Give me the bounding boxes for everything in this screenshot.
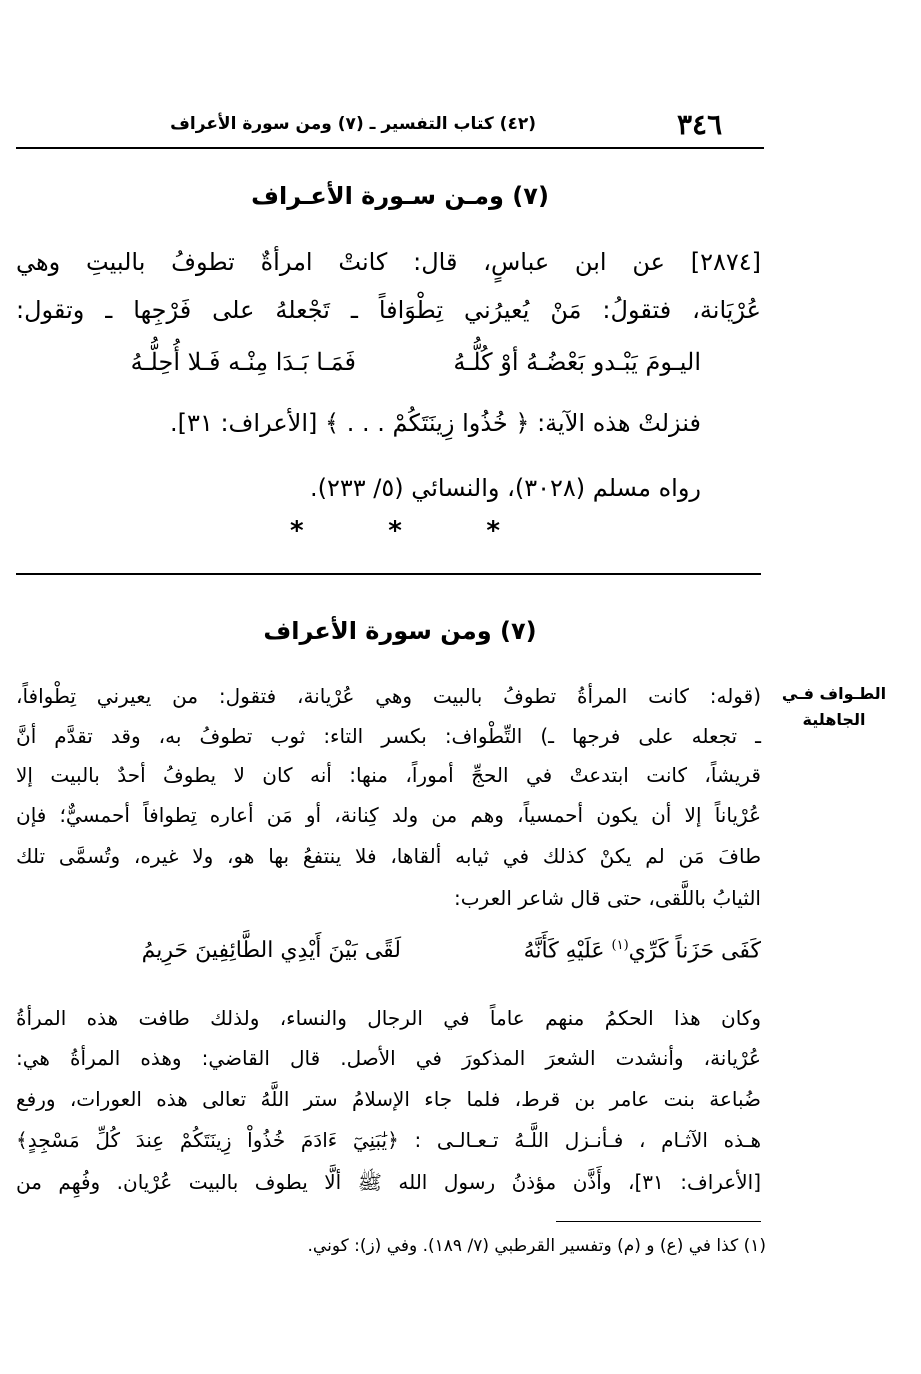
commentary-divider <box>16 573 761 575</box>
verse-2-second-hemistich: لَقًى بَيْنَ أَيْدِي الطَّائِفِينَ حَرِيمُ <box>141 938 401 963</box>
header-rule <box>16 147 764 149</box>
footnote-rule <box>556 1221 761 1222</box>
margin-note-line-1: الطـواف فـي <box>781 684 887 703</box>
commentary-line-6: الثيابُ باللَّقى، حتى قال شاعر العرب: <box>453 886 761 910</box>
commentary-line-7: وكان هذا الحكمُ منهم عاماً في الرجال والنساء، ولذلك طافت هذه المرأةُ <box>16 1006 761 1030</box>
commentary-line-2: ـ تجعله على فرجها ـ) التِّطْواف: بكسر التاء: ثوب تطوفُ به، وقد تقدَّم أنَّ <box>16 724 761 748</box>
commentary-line-5: طافَ مَن لم يكنْ كذلك في ثيابه ألقاها، فلا ينتفعُ بها هو، ولا غيره، وتُسمَّى تلك <box>16 844 761 868</box>
star: * <box>486 516 500 546</box>
margin-note <box>772 681 896 733</box>
section-1-title: (٧) ومـن سـورة الأعـراف <box>251 182 549 210</box>
commentary-line-4: عُرْياناً إلا أن يكون أحمسياً، وهم من ولد كِنانة، أو مَن أعاره تِطوافاً أحمسيٌّ؛ فإن <box>16 803 761 827</box>
narration-line: رواه مسلم (٣٠٢٨)، والنسائي (٥/ ٢٣٣). <box>309 474 701 502</box>
revelation-line: فنزلتْ هذه الآية: ﴿ خُذُوا زِينَتَكُمْ . . . ﴾ [الأعراف: ٣١]. <box>170 409 701 437</box>
star: * <box>388 516 402 546</box>
star: * <box>290 516 304 546</box>
commentary-line-10: هـذه الآثـام ، فـأنـزل اللَّـهُ تـعـالـى : ﴿يَٰبَنِيٓ ءَادَمَ خُذُواْ زِينَتَكُمْ عِندَ كُلِّ مَسْجِدٍ﴾ <box>16 1128 761 1152</box>
verse-2-first-tail: عَلَيْهِ كَأَنَّهُ <box>523 938 605 964</box>
section-2-title: (٧) ومن سورة الأعراف <box>263 617 537 645</box>
verse-2-first-hemistich <box>431 938 761 963</box>
commentary-line-8: عُرْيانة، وأنشدت الشعرَ المذكورَ في الأصل. قال القاضي: وهذه المرأةُ هي: <box>16 1046 761 1070</box>
commentary-line-11: [الأعراف: ٣١]، وأَذَّن مؤذنُ رسول الله ﷺ ألَّا يطوف بالبيت عُرْيان. وفُهِم من <box>16 1170 761 1194</box>
commentary-line-1: (قوله: كانت المرأةُ تطوفُ بالبيت وهي عُرْيانة، فتقول: من يعيرني تِطْوافاً، <box>16 684 761 708</box>
footnote: (١) كذا في (ع) و (م) وتفسير القرطبي (٧/ ١٨٩). وفي (ز): كوني. <box>307 1236 766 1256</box>
running-head: (٤٢) كتاب التفسير ـ (٧) ومن سورة الأعراف <box>170 114 536 134</box>
hadith-line-1: [٢٨٧٤] عن ابن عباسٍ، قال: كانتْ امرأةٌ تطوفُ بالبيتِ وهي <box>16 248 761 276</box>
verse-1-first-hemistich: اليـومَ يَبْـدو بَعْضُـهُ أوْ كُلُّـهُ <box>453 348 701 376</box>
verse-1-second-hemistich: فَمَـا بَـدَا مِنْـه فَـلا أُحِلُّـهُ <box>130 348 356 376</box>
verse-2-first-part: كَفَى حَزَناً كَرِّي <box>628 938 761 964</box>
commentary-line-9: ضُباعة بنت عامر بن قرط، فلما جاء الإسلامُ ستر اللَّهُ تعالى هذه العورات، ورفع <box>16 1087 761 1111</box>
commentary-line-3: قريشاً، كانت ابتدعتْ في الحجِّ أموراً، منها: أنه كان لا يطوفُ أحدٌ بالبيت إلا <box>16 763 761 787</box>
page-number: ٣٤٦ <box>677 108 723 141</box>
hadith-line-2: عُرْيَانة، فتقولُ: مَنْ يُعيرُني تِطْوَافاً ـ تَجْعلهُ على فَرْجِها ـ وتقول: <box>16 296 761 324</box>
footnote-ref[interactable]: (١) <box>611 938 629 953</box>
margin-note-line-2: الجاهلية <box>802 710 866 729</box>
section-separator-stars <box>290 516 500 546</box>
